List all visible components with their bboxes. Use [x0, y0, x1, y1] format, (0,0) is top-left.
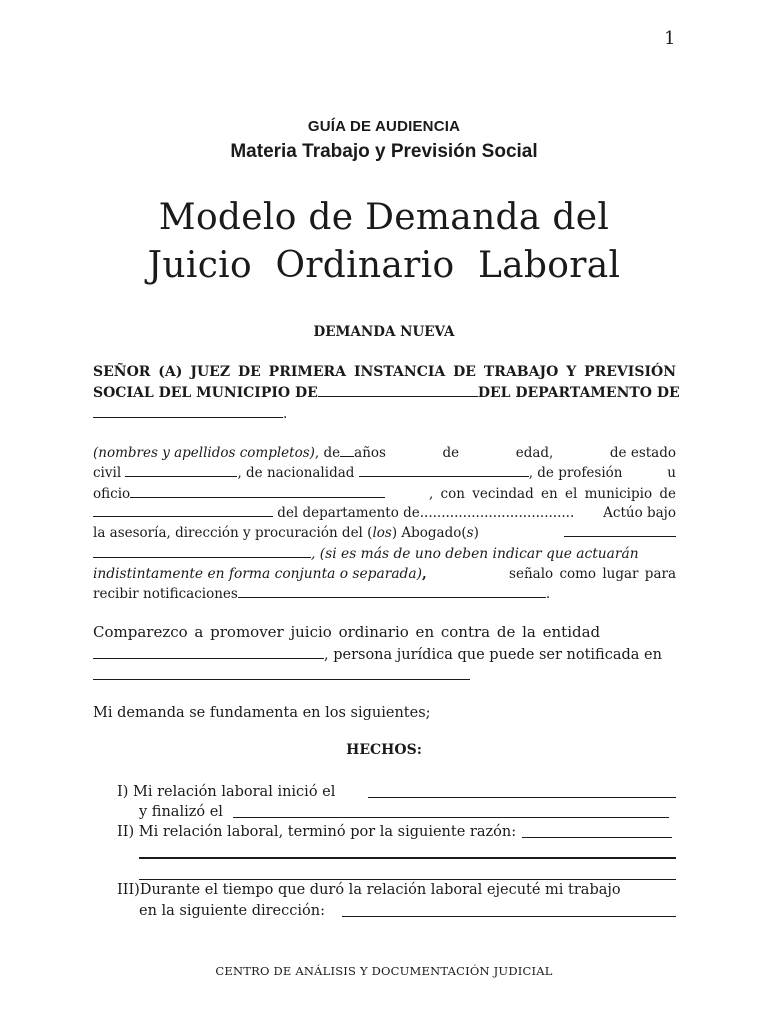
address-departamento-label: DEL DEPARTAMENTO DE: [477, 385, 680, 401]
para2-line-2: [93, 645, 676, 665]
section-label-demanda: DEMANDA NUEVA: [313, 324, 455, 340]
fact-text: Mi relación laboral inició el: [133, 784, 336, 800]
address-line-2: [93, 383, 680, 403]
text-segment: ): [473, 525, 479, 541]
text-segment: la asesoría, dirección y procuración del (: [93, 525, 373, 541]
para1-line-3: [93, 484, 676, 504]
guide-subject: Materia Trabajo y Previsión Social: [230, 141, 538, 162]
footer: CENTRO DE ANÁLISIS Y DOCUMENTACIÓN JUDICIAL: [215, 964, 553, 978]
text-segment: s: [466, 525, 474, 541]
text-segment: del departamento de: [277, 505, 420, 521]
abogado-blank[interactable]: [564, 523, 676, 537]
estado-civil-blank[interactable]: [125, 463, 237, 477]
text-segment: u: [667, 465, 676, 481]
para1-line-1: [93, 443, 676, 463]
names-hint: (nombres y apellidos completos): [93, 445, 315, 461]
fecha-inicio-blank[interactable]: [368, 797, 676, 798]
razon-line-2[interactable]: [139, 857, 676, 859]
address-municipio-label: SOCIAL DEL MUNICIPIO DE: [93, 385, 318, 401]
text-segment: indistintamente en forma conjunta o separada): [93, 566, 422, 582]
address-end-period: .: [283, 406, 288, 422]
fact-text: y finalizó el: [139, 804, 223, 820]
hechos-heading: HECHOS:: [346, 742, 422, 758]
text-segment: , (si es más de uno deben indicar que actuarán: [311, 546, 639, 562]
direccion-blank[interactable]: [342, 916, 676, 917]
departamento-dots[interactable]: ....................................: [419, 505, 575, 521]
text-segment: ,: [421, 566, 427, 582]
text-segment: de estado: [609, 445, 676, 461]
address-line-3: [93, 404, 676, 424]
text-segment: de: [442, 445, 460, 461]
fact-number: III): [117, 882, 140, 898]
razon-blank[interactable]: [522, 837, 672, 838]
para1-line-4: [93, 503, 676, 523]
oficio-blank[interactable]: [130, 484, 385, 498]
text-segment: .: [545, 586, 551, 602]
text-segment: , de profesión: [528, 465, 623, 481]
para1-line-7: [93, 564, 676, 584]
municipio-vecindad-blank[interactable]: [93, 503, 273, 517]
nacionalidad-blank[interactable]: [359, 463, 529, 477]
address-line-1: SEÑOR (A) JUEZ DE PRIMERA INSTANCIA DE TRABAJO Y PREVISIÓN: [93, 364, 676, 380]
fact-1: [117, 782, 677, 802]
text-segment: los: [372, 525, 392, 541]
text-segment: , persona jurídica que puede ser notificada en: [324, 647, 662, 663]
text-segment: ) Abogado(: [391, 525, 467, 541]
document-title: [0, 194, 768, 290]
abogado-name-blank[interactable]: [93, 544, 311, 558]
text-segment: civil: [93, 465, 122, 481]
fact-2: [117, 822, 677, 842]
departamento-blank[interactable]: [93, 404, 283, 418]
para3: Mi demanda se fundamenta en los siguientes;: [93, 705, 431, 721]
fact-number: I): [117, 784, 129, 800]
entidad-blank[interactable]: [93, 645, 324, 659]
para2-line-1: Comparezco a promover juicio ordinario en contra de la entidad: [93, 623, 601, 641]
municipio-blank[interactable]: [318, 383, 478, 397]
text-segment: señalo como lugar para: [509, 566, 676, 582]
fact-3b: [139, 901, 679, 921]
fact-text: Durante el tiempo que duró la relación laboral ejecuté mi trabajo: [139, 882, 621, 898]
para1-line-8: [93, 584, 676, 604]
fact-3: [117, 880, 677, 900]
fact-text: Mi relación laboral, terminó por la siguiente razón:: [138, 824, 517, 840]
text-segment: , con vecindad en el municipio de: [428, 486, 676, 502]
entidad-address-blank[interactable]: [93, 679, 470, 680]
age-blank[interactable]: [340, 443, 354, 457]
fact-1b: [139, 802, 679, 822]
fact-text: en la siguiente dirección:: [139, 903, 325, 919]
fecha-fin-blank[interactable]: [233, 817, 669, 818]
document-title-line-2: Juicio Ordinario Laboral: [147, 245, 621, 286]
text-segment: Actúo bajo: [603, 505, 676, 521]
para1-line-6: [93, 544, 676, 564]
text-segment: años: [354, 445, 386, 461]
page-number: 1: [664, 28, 676, 49]
para1-line-5: [93, 523, 676, 543]
text-segment: edad,: [515, 445, 554, 461]
fact-number: II): [117, 824, 135, 840]
text-segment: , de nacionalidad: [237, 465, 355, 481]
para1-line-2: [93, 463, 676, 483]
guide-title: GUÍA DE AUDIENCIA: [307, 118, 461, 135]
notificaciones-blank[interactable]: [238, 584, 546, 598]
document-title-line-1: Modelo de Demanda del: [158, 197, 610, 238]
text-segment: recibir notificaciones: [93, 586, 238, 602]
text-segment: oficio: [93, 486, 131, 502]
text-segment: , de: [314, 445, 341, 461]
